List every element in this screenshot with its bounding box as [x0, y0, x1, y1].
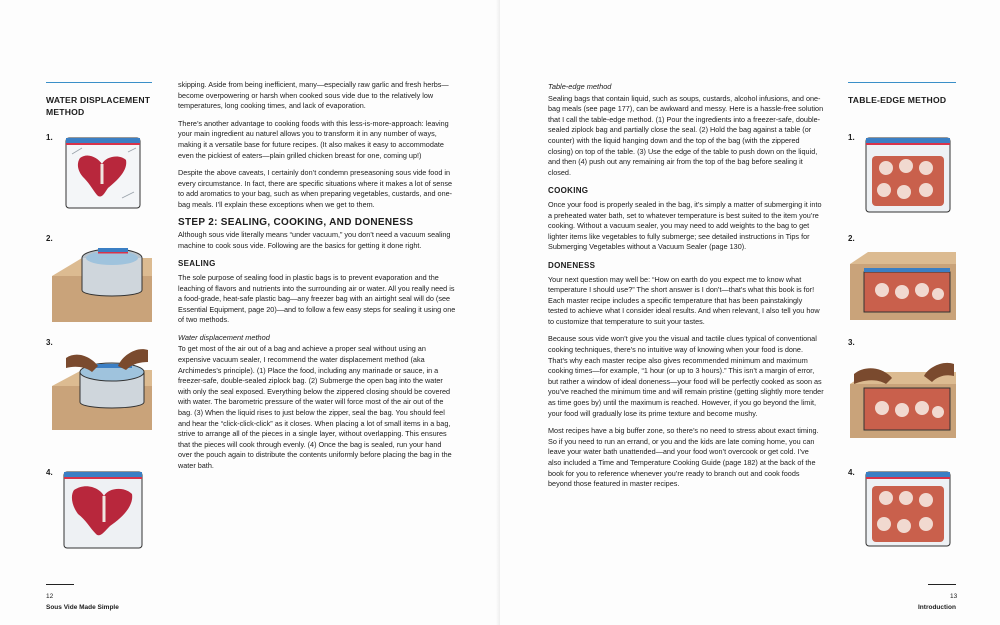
step-number: 3.	[848, 338, 855, 347]
sidebar-rule	[848, 82, 956, 83]
sidebar-rule	[46, 82, 152, 83]
body-paragraph: Because sous vide won’t give you the visual and tactile clues typical of conventional cooking techniques, there’s no intuitive way of knowing when your food is done. That’s why each master recipe also gives recommended minimum and maximum cooking times—for example, “1 hour (or up to 3 hours).” This isn’t a margin of error, but rather a window of ideal doneness—your food will be perfectly cooked as soon as you’ve reached the minimum time and will remain pristine (getting slightly more tender as time goes by) until the maximum is reached. However, if you go beyond the limit, your food will gradually lose its prime texture and become mushy.	[548, 334, 824, 418]
hands-pressing-bag-illustration	[850, 360, 956, 438]
body-paragraph: skipping. Aside from being inefficient, many—especially raw garlic and fresh herbs—become overpowering or harsh when cooked sous vide due to the relatively low temperatures, long cooking times, and lack of evaporation.	[178, 80, 449, 111]
step-number: 1.	[46, 133, 53, 142]
bag-on-table-illustration	[850, 250, 956, 320]
step-number: 4.	[848, 468, 855, 477]
body-column-left	[178, 80, 456, 479]
step-number: 2.	[848, 234, 855, 243]
body-paragraph: Despite the above caveats, I certainly don’t condemn preseasoning sous vide food in every circumstance. In fact, there are specific situations where it makes a lot of sense to add aromatics to your bag, such as when preparing vegetables, custards, and one-bag meals. I’ll explain these exceptions when we get to them.	[178, 168, 453, 209]
body-column-right	[548, 80, 824, 497]
bag-with-shrimp-illustration	[862, 134, 954, 216]
body-paragraph: Although sous vide literally means “under vacuum,” you don’t need a vacuum sealing machine to cook sous vide. Following are the basics for getting it done right.	[178, 230, 451, 250]
sidebar-title: WATER DISPLACEMENT METHOD	[46, 95, 151, 117]
section-heading: STEP 2: SEALING, COOKING, AND DONENESS	[178, 216, 414, 228]
step-number: 2.	[46, 234, 53, 243]
page-number: 12	[46, 593, 54, 600]
bag-with-steak-illustration	[62, 134, 144, 212]
folio-rule	[46, 584, 74, 585]
folio-rule	[928, 584, 956, 585]
step-number: 3.	[46, 338, 53, 347]
sealed-shrimp-bag-illustration	[862, 468, 954, 550]
sidebar-title: TABLE-EDGE METHOD	[848, 95, 947, 105]
pot-of-water-illustration	[52, 236, 152, 322]
body-paragraph: Once your food is properly sealed in the bag, it’s simply a matter of submerging it into a preheated water bath, set to whatever temperature is best suited to the item you’re cooking. Without a vacuum sealer, you may need to add weights to the bag to get lighter items like vegetables to fully submerge; see detailed instructions in Tips for Submerging Vegetables without a Vacuum Sealer (page 130).	[548, 199, 822, 252]
method-heading: Table-edge method	[548, 82, 612, 91]
body-paragraph: To get most of the air out of a bag and achieve a proper seal without using an expensive vacuum sealer, I recommend the water displacement method (aka Archimedes’s principle). (1) Place the food, including any marinade or sauce, in a freezer-safe, double-sealed ziplock bag. (2) Submerge the open bag into the water with only the seal exposed. Everything below the zippered closing should be covered with water. The barometric pressure of the water will force most of the air out of the bag. (3) When the liquid rises to just below the zipper, seal the bag. You should feel and hear the “click-click-click” as it closes. When placing a lot of small items in a bag, strive to arrange all of the pieces in a single layer, without overlapping. This ensures that the pieces will cook through evenly. (4) Once the bag is sealed, run your hand over the pouch again to distribute the contents uniformly before placing the bag in the water bath.	[178, 344, 452, 470]
right-page	[500, 0, 1000, 625]
subsection-heading: SEALING	[178, 259, 216, 269]
book-title: Sous Vide Made Simple	[46, 604, 119, 611]
hands-sealing-bag-illustration	[52, 340, 152, 430]
sealed-bag-illustration	[60, 468, 146, 552]
section-name: Introduction	[918, 604, 956, 611]
body-paragraph: Most recipes have a big buffer zone, so there’s no need to stress about exact timing. So if you need to run an errand, or you and the kids are late coming home, you can leave your water bath unattended—and your food won’t overcook or get cold. I’ve also included a Time and Temperature Cooking Guide (page 182) at the back of the book for you to reference whenever you’re ready to branch out and cook foods beyond those featured in master recipes.	[548, 426, 819, 489]
body-paragraph: Your next question may well be: “How on earth do you expect me to know what temperature I should use?” The short answer is I don’t—that’s what this book is for! Each master recipe includes a specific temperature that has been painstakingly tested to achieve what I consider ideal results. And when relevant, I also tell you how to customize that temperature to suit your tastes.	[548, 274, 820, 326]
body-paragraph: There’s another advantage to cooking foods with this less-is-more-approach: leaving your main ingredient au naturel allows you to transform it in any number of ways, making it a versatile base for future recipes. (It also makes it easy to accommodate even the pickiest of eaters—plain grilled chicken breast for one, coming up!)	[178, 118, 449, 160]
page-number: 13	[950, 593, 958, 600]
body-paragraph: The sole purpose of sealing food in plastic bags is to prevent evaporation and the leaching of flavors and nutrients into the surrounding air or water. All you really need is a food-grade, heat-safe plastic bag—any freezer bag with an airtight seal will do (see Essential Equipment, page 20)—and to follow a few easy steps for sealing it using one of two methods.	[178, 272, 456, 325]
subsection-heading: COOKING	[548, 186, 589, 196]
step-number: 4.	[46, 468, 53, 477]
subsection-heading: DONENESS	[548, 260, 596, 270]
step-number: 1.	[848, 133, 855, 142]
body-paragraph: Sealing bags that contain liquid, such as soups, custards, alcohol infusions, and one-bag meals (see page 177), can be awkward and messy. Here is a hassle-free solution that I call the table-edge method. (1) Pour the ingredients into a freezer-safe, double-sealed ziplock bag and partially close the seal. (2) Hold the bag against a table (or counter) with the liquid hanging down and the top of the bag (with the zippered closing) on top of the table. (3) Use the edge of the table to push down on the liquid, and then (4) push out any remaining air from the top of the bag before sealing it closed.	[548, 93, 824, 177]
method-heading: Water displacement method	[178, 332, 270, 342]
